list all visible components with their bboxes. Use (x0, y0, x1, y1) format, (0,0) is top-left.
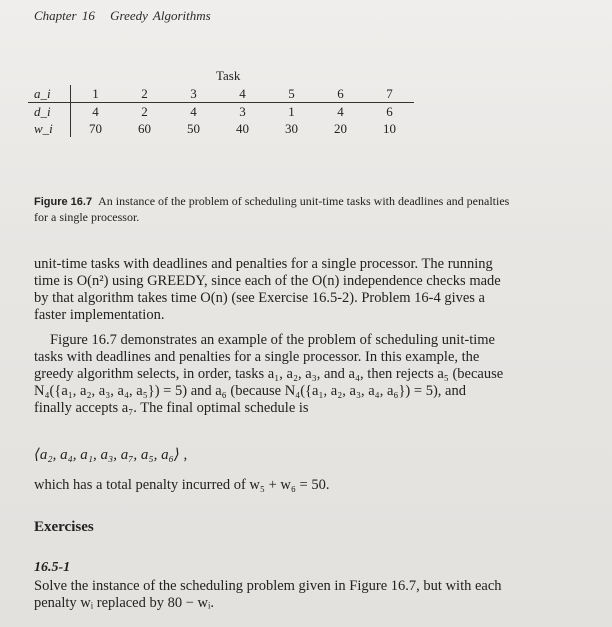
exercise-text (34, 578, 612, 612)
figure-caption (34, 194, 612, 225)
deadline-cell: 2 (141, 103, 148, 119)
caption-text: An instance of the problem of scheduling unit-time tasks with deadlines and penalties (98, 194, 510, 208)
penalty-cell: 60 (138, 120, 151, 136)
deadline-cell: 3 (239, 103, 246, 119)
row-label-a: a_i (28, 85, 71, 103)
text-line: tasks with deadlines and penalties for a single processor. In this example, the (34, 349, 480, 365)
total-penalty-line: which has a total penalty incurred of w₅ + w₆ = 50. (34, 477, 330, 493)
text-line: faster implementation. (34, 307, 165, 323)
task-cell: 3 (169, 85, 218, 103)
table-row-tasks (28, 85, 414, 103)
penalty-cell: 10 (383, 120, 396, 136)
text-line: time is O(n²) using GREEDY, since each of the O(n) independence checks made (34, 273, 501, 289)
task-cell: 2 (120, 85, 169, 103)
text-line: penalty wᵢ replaced by 80 − wᵢ. (34, 595, 215, 611)
deadline-cell: 1 (288, 103, 295, 119)
table-title: Task (216, 68, 241, 83)
task-cell: 6 (316, 85, 365, 103)
penalty-cell: 20 (334, 120, 347, 136)
figure-label: Figure 16.7 (34, 196, 93, 208)
paragraph-example (34, 332, 612, 417)
task-cell: 4 (218, 85, 267, 103)
text-line: greedy algorithm selects, in order, tasks a₁, a₂, a₃, and a₄, then rejects a₅ (because (34, 366, 504, 382)
exercises-heading: Exercises (34, 519, 94, 535)
text-line: finally accepts a₇. The final optimal schedule is (34, 400, 309, 416)
penalty-cell: 50 (187, 120, 200, 136)
chapter-label: Chapter 16 (34, 8, 95, 23)
table-row-deadlines (28, 103, 414, 121)
optimal-schedule: ⟨a₂, a₄, a₁, a₃, a₇, a₅, a₆⟩ , (34, 447, 188, 463)
deadline-cell: 4 (92, 103, 99, 119)
task-cell: 7 (365, 85, 414, 103)
text-line: Solve the instance of the scheduling problem given in Figure 16.7, but with each (34, 578, 502, 594)
caption-text-2: for a single processor. (34, 210, 140, 224)
penalty-cell: 70 (89, 120, 102, 136)
exercise-number: 16.5-1 (34, 560, 71, 575)
row-label-d: d_i (28, 103, 71, 121)
text-line: Figure 16.7 demonstrates an example of the problem of scheduling unit-time (50, 332, 495, 348)
deadline-cell: 6 (386, 103, 393, 119)
text-line: by that algorithm takes time O(n) (see Exercise 16.5-2). Problem 16-4 gives a (34, 290, 485, 306)
deadline-cell: 4 (337, 103, 344, 119)
task-cell: 5 (267, 85, 316, 103)
penalty-cell: 40 (236, 120, 249, 136)
table-row-penalties (28, 120, 414, 137)
text-line: unit-time tasks with deadlines and penalties for a single processor. The running (34, 256, 493, 272)
task-table (28, 85, 414, 137)
text-line: N₄({a₁, a₂, a₃, a₄, a₅}) = 5) and a₆ (because N₄({a₁, a₂, a₃, a₄, a₆}) = 5), and (34, 383, 466, 399)
deadline-cell: 4 (190, 103, 197, 119)
chapter-title: Greedy Algorithms (110, 8, 211, 23)
running-header (34, 8, 221, 24)
row-label-w: w_i (28, 120, 71, 137)
task-cell: 1 (71, 85, 121, 103)
paragraph-running-time (34, 256, 612, 324)
penalty-cell: 30 (285, 120, 298, 136)
